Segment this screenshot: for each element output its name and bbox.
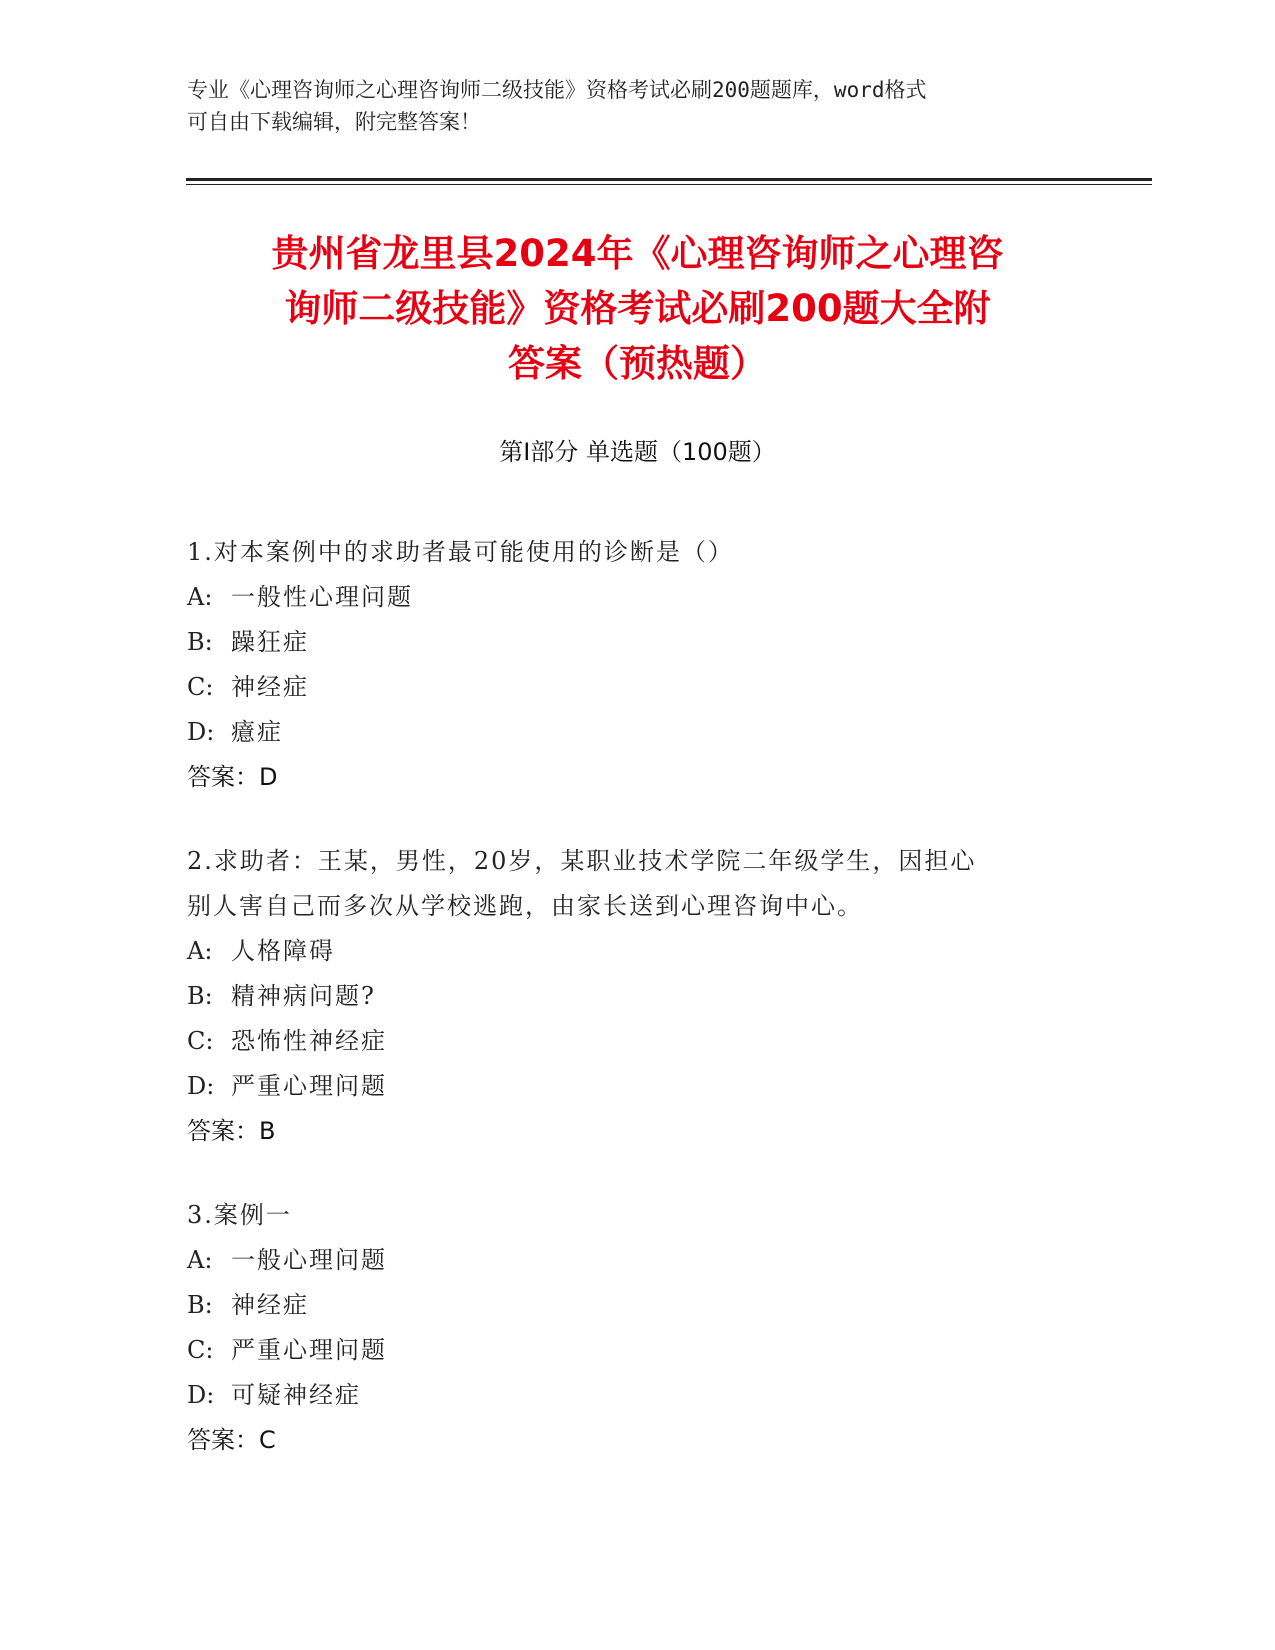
option-text: 人格障碍 bbox=[231, 937, 335, 965]
answer-line: 答案：B bbox=[187, 1117, 276, 1145]
option-text: 神经症 bbox=[231, 1291, 309, 1319]
question-item bbox=[187, 839, 1087, 1154]
option-text: 一般心理问题 bbox=[231, 1246, 387, 1274]
option-c bbox=[187, 665, 1087, 710]
option-letter: A: bbox=[187, 937, 213, 965]
option-letter: D: bbox=[187, 1072, 215, 1100]
option-b bbox=[187, 974, 1087, 1019]
option-text: 恐怖性神经症 bbox=[231, 1027, 387, 1055]
option-a bbox=[187, 1238, 1087, 1283]
option-letter: C: bbox=[187, 1027, 214, 1055]
option-text: 可疑神经症 bbox=[231, 1381, 361, 1409]
header-divider-thick bbox=[186, 178, 1152, 181]
question-text: 3.案例一 bbox=[187, 1201, 292, 1229]
option-letter: D: bbox=[187, 718, 215, 746]
option-b bbox=[187, 1283, 1087, 1328]
answer-line: 答案：C bbox=[187, 1426, 276, 1454]
header-note-line-2: 可自由下载编辑，附完整答案！ bbox=[187, 110, 481, 134]
option-d bbox=[187, 1064, 1087, 1109]
option-letter: D: bbox=[187, 1381, 215, 1409]
header-note bbox=[187, 74, 1087, 138]
option-c bbox=[187, 1019, 1087, 1064]
question-list bbox=[187, 530, 1087, 1502]
option-text: 严重心理问题 bbox=[231, 1336, 387, 1364]
option-letter: B: bbox=[187, 982, 213, 1010]
option-text: 一般性心理问题 bbox=[231, 583, 413, 611]
answer-line: 答案：D bbox=[187, 763, 278, 791]
document-title bbox=[130, 226, 1145, 391]
option-text: 严重心理问题 bbox=[231, 1072, 387, 1100]
option-text: 神经症 bbox=[231, 673, 309, 701]
option-d bbox=[187, 710, 1087, 755]
question-text: 2.求助者：王某，男性，20岁，某职业技术学院二年级学生，因担心 bbox=[187, 847, 977, 875]
option-b bbox=[187, 620, 1087, 665]
option-text: 精神病问题? bbox=[231, 982, 376, 1010]
option-c bbox=[187, 1328, 1087, 1373]
option-letter: B: bbox=[187, 1291, 213, 1319]
header-divider-thin bbox=[186, 184, 1152, 185]
document-title-line-2: 询师二级技能》资格考试必刷200题大全附 bbox=[284, 287, 991, 330]
option-d bbox=[187, 1373, 1087, 1418]
option-text: 躁狂症 bbox=[231, 628, 309, 656]
header-note-line-1: 专业《心理咨询师之心理咨询师二级技能》资格考试必刷200题题库，word格式 bbox=[187, 78, 927, 102]
option-letter: A: bbox=[187, 583, 213, 611]
option-a bbox=[187, 929, 1087, 974]
option-letter: C: bbox=[187, 1336, 214, 1364]
document-title-line-1: 贵州省龙里县2024年《心理咨询师之心理咨 bbox=[271, 232, 1004, 275]
question-text: 1.对本案例中的求助者最可能使用的诊断是（） bbox=[187, 538, 734, 566]
question-item bbox=[187, 530, 1087, 800]
option-letter: A: bbox=[187, 1246, 213, 1274]
section-heading: 第Ⅰ部分 单选题（100题） bbox=[499, 438, 776, 466]
option-letter: B: bbox=[187, 628, 213, 656]
document-title-line-3: 答案（预热题） bbox=[508, 342, 767, 385]
option-letter: C: bbox=[187, 673, 214, 701]
option-text: 癔症 bbox=[231, 718, 283, 746]
question-item bbox=[187, 1193, 1087, 1463]
option-a bbox=[187, 575, 1087, 620]
question-text-continued: 别人害自己而多次从学校逃跑，由家长送到心理咨询中心。 bbox=[187, 892, 863, 920]
